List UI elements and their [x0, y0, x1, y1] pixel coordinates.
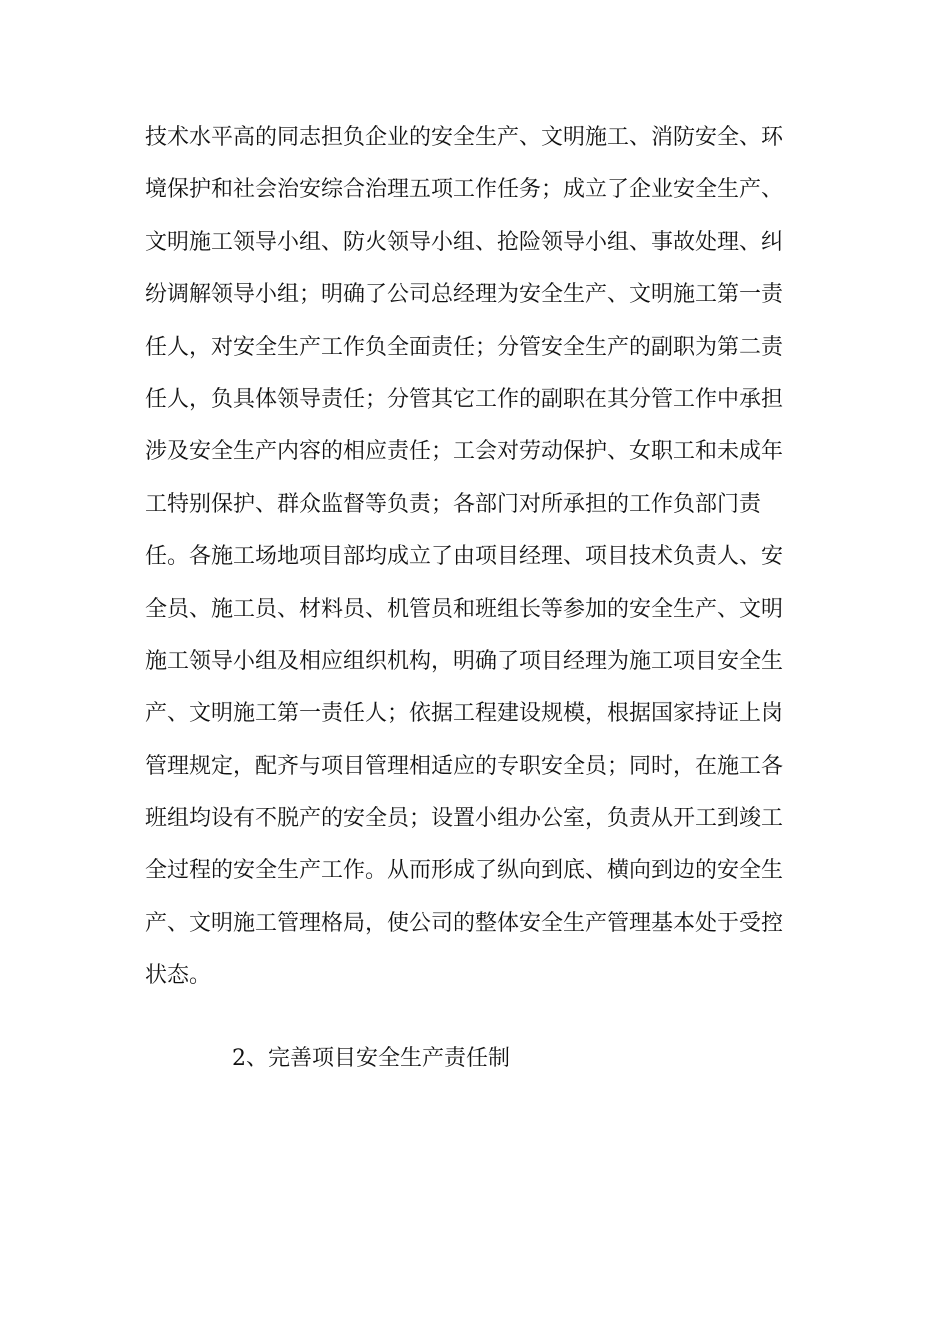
paragraph-line: 任。各施工场地项目部均成立了由项目经理、项目技术负责人、安 [145, 544, 784, 570]
paragraph-line: 任人，对安全生产工作负全面责任；分管安全生产的副职为第二责 [145, 334, 784, 360]
paragraph-line: 全员、施工员、材料员、机管员和班组长等参加的安全生产、文明 [145, 596, 784, 622]
paragraph-line: 涉及安全生产内容的相应责任；工会对劳动保护、女职工和未成年 [145, 439, 784, 465]
paragraph-line: 境保护和社会治安综合治理五项工作任务；成立了企业安全生产、 [145, 177, 784, 203]
paragraph-line: 班组均设有不脱产的安全员；设置小组办公室，负责从开工到竣工 [145, 806, 784, 832]
paragraph-line: 产、文明施工第一责任人；依据工程建设规模，根据国家持证上岗 [145, 701, 784, 727]
body-paragraph [145, 116, 805, 1007]
paragraph-line: 任人，负具体领导责任；分管其它工作的副职在其分管工作中承担 [145, 386, 784, 412]
paragraph-line: 纷调解领导小组；明确了公司总经理为安全生产、文明施工第一责 [145, 282, 784, 308]
paragraph-line: 全过程的安全生产工作。从而形成了纵向到底、横向到边的安全生 [145, 858, 784, 884]
paragraph-line: 管理规定，配齐与项目管理相适应的专职安全员；同时，在施工各 [145, 753, 784, 779]
paragraph-line: 工特别保护、群众监督等负责；各部门对所承担的工作负部门责 [145, 491, 762, 517]
paragraph-line: 状态。 [145, 963, 212, 989]
paragraph-line: 施工领导小组及相应组织机构，明确了项目经理为施工项目安全生 [145, 648, 784, 674]
section-heading: 2、完善项目安全生产责任制 [232, 1046, 510, 1071]
paragraph-line: 技术水平高的同志担负企业的安全生产、文明施工、消防安全、环 [145, 125, 784, 150]
paragraph-line: 文明施工领导小组、防火领导小组、抢险领导小组、事故处理、纠 [145, 229, 784, 255]
paragraph-line: 产、文明施工管理格局，使公司的整体安全生产管理基本处于受控 [145, 910, 784, 936]
